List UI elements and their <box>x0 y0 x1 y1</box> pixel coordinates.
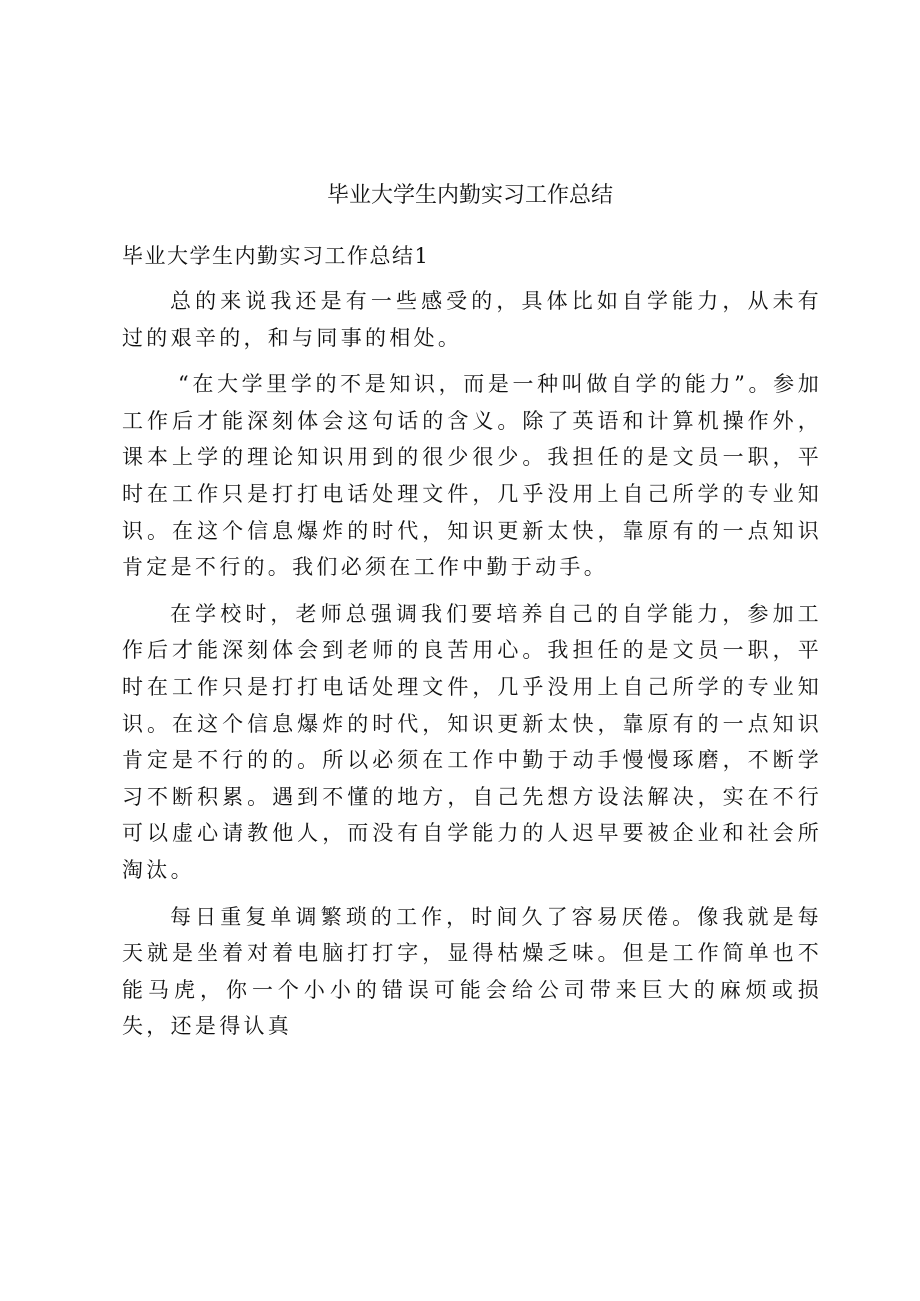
paragraph-4: 每日重复单调繁琐的工作，时间久了容易厌倦。像我就是每天就是坐着对着电脑打打字，显得枯燥乏味。但是工作简单也不能马虎，你一个小小的错误可能会给公司带来巨大的麻烦或损失，还是得认真 <box>122 904 822 1039</box>
paragraph-3: 在学校时，老师总强调我们要培养自己的自学能力，参加工作后才能深刻体会到老师的良苦用心。我担任的是文员一职，平时在工作只是打打电话处理文件，几乎没用上自己所学的专业知识。在这个信息爆炸的时代，知识更新太快，靠原有的一点知识肯定是不行的的。所以必须在工作中勤于动手慢慢琢磨，不断学习不断积累。遇到不懂的地方，自己先想方设法解决，实在不行可以虚心请教他人，而没有自学能力的人迟早要被企业和社会所淘汰。 <box>122 601 822 882</box>
paragraph-2: “在大学里学的不是知识，而是一种叫做自学的能力”。参加工作后才能深刻体会这句话的含义。除了英语和计算机操作外，课本上学的理论知识用到的很少很少。我担任的是文员一职，平时在工作只是打打电话处理文件，几乎没用上自己所学的专业知识。在这个信息爆炸的时代，知识更新太快，靠原有的一点知识肯定是不行的。我们必须在工作中勤于动手。 <box>122 372 822 580</box>
section-heading: 毕业大学生内勤实习工作总结1 <box>122 244 430 268</box>
document-title: 毕业大学生内勤实习工作总结 <box>326 183 613 208</box>
document-body <box>122 283 822 1055</box>
paragraph-1: 总的来说我还是有一些感受的，具体比如自学能力，从未有过的艰辛的，和与同事的相处。 <box>122 289 822 350</box>
